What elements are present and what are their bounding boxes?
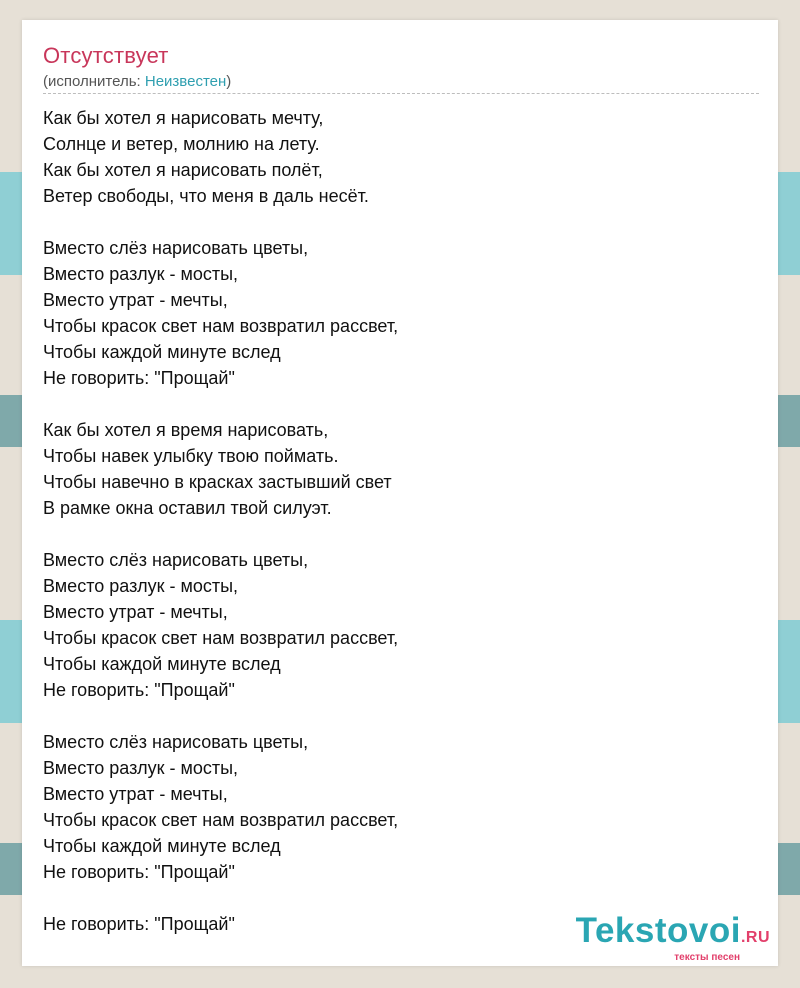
song-meta xyxy=(43,73,231,90)
stanza-gap xyxy=(43,209,763,235)
title-divider xyxy=(43,93,759,94)
lyrics-card xyxy=(22,20,778,966)
logo-name: Tekstovoi xyxy=(575,911,741,950)
lyric-line: Вместо слёз нарисовать цветы, xyxy=(43,732,309,752)
song-title: Отсутствует xyxy=(43,43,169,68)
lyric-line: Как бы хотел я нарисовать мечту, xyxy=(43,108,324,128)
lyric-line: Чтобы каждой минуте вслед xyxy=(43,836,281,856)
lyric-line: Чтобы красок свет нам возвратил рассвет, xyxy=(43,810,399,830)
lyric-line: Чтобы красок свет нам возвратил рассвет, xyxy=(43,316,399,336)
stanza-gap xyxy=(43,521,763,547)
lyric-line: Вместо слёз нарисовать цветы, xyxy=(43,550,309,570)
stanza-gap xyxy=(43,391,763,417)
lyrics-text xyxy=(43,105,763,937)
lyric-line: Не говорить: "Прощай" xyxy=(43,862,235,882)
lyric-line: Вместо разлук - мосты, xyxy=(43,758,239,778)
lyric-line: Вместо разлук - мосты, xyxy=(43,576,239,596)
lyric-line: Как бы хотел я время нарисовать, xyxy=(43,420,329,440)
lyric-line: Чтобы красок свет нам возвратил рассвет, xyxy=(43,628,399,648)
lyric-line: Не говорить: "Прощай" xyxy=(43,680,235,700)
artist-suffix: ) xyxy=(226,73,232,90)
lyric-line: Не говорить: "Прощай" xyxy=(43,914,235,934)
lyric-line: Чтобы навечно в красках застывший свет xyxy=(43,472,392,492)
lyric-line: Вместо разлук - мосты, xyxy=(43,264,239,284)
lyric-line: Солнце и ветер, молнию на лету. xyxy=(43,134,320,154)
lyric-line: Вместо слёз нарисовать цветы, xyxy=(43,238,309,258)
logo-tld: .RU xyxy=(740,929,770,946)
lyric-line: Вместо утрат - мечты, xyxy=(43,290,228,310)
lyric-line: Чтобы каждой минуте вслед xyxy=(43,654,281,674)
stanza-gap xyxy=(43,703,763,729)
lyric-line: Не говорить: "Прощай" xyxy=(43,368,235,388)
artist-link[interactable]: Неизвестен xyxy=(144,73,227,90)
lyric-line: Как бы хотел я нарисовать полёт, xyxy=(43,160,323,180)
artist-prefix: (исполнитель: xyxy=(43,73,145,90)
lyric-line: Вместо утрат - мечты, xyxy=(43,784,228,804)
lyric-line: В рамке окна оставил твой силуэт. xyxy=(43,498,332,518)
stanza-gap xyxy=(43,885,763,911)
lyric-line: Чтобы каждой минуте вслед xyxy=(43,342,281,362)
logo-wordmark xyxy=(576,912,770,957)
logo-subtitle: тексты песен xyxy=(674,952,740,963)
lyric-line: Ветер свободы, что меня в даль несёт. xyxy=(43,186,369,206)
site-logo[interactable] xyxy=(576,912,770,964)
lyric-line: Вместо утрат - мечты, xyxy=(43,602,228,622)
lyric-line: Чтобы навек улыбку твою поймать. xyxy=(43,446,339,466)
